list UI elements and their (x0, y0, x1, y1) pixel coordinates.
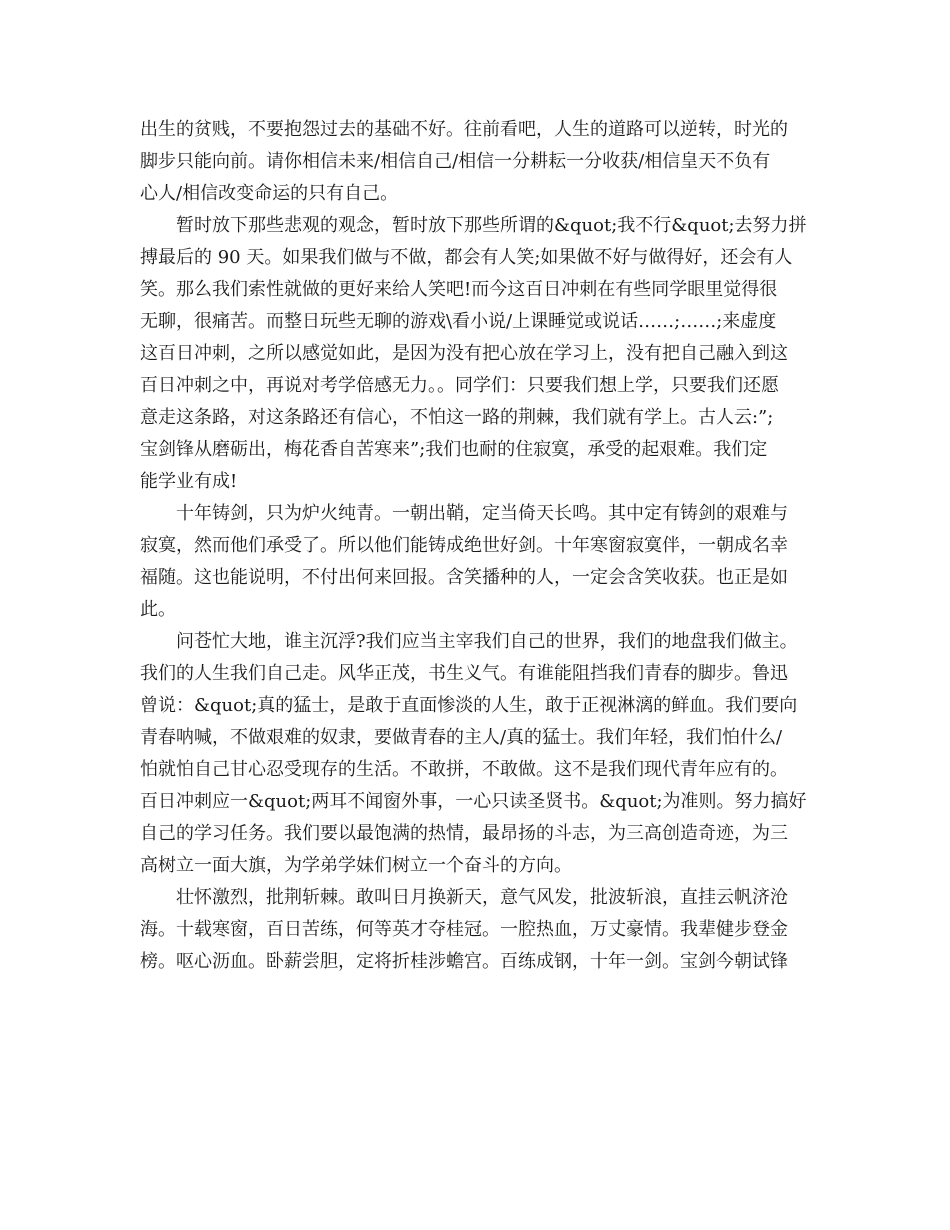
text-line: 宝剑锋从磨砺出，梅花香自苦寒来”;我们也耐的住寂寞，承受的起艰难。我们定 (140, 439, 768, 460)
text-line: 百日冲刺应一&quot;两耳不闻窗外事，一心只读圣贤书。&quot;为准则。努力搞好 (140, 791, 807, 812)
text-line: 此。 (140, 599, 176, 620)
text-line: 出生的贫贱，不要抱怨过去的基础不好。往前看吧，人生的道路可以逆转，时光的 (140, 119, 788, 140)
text-line: 笑。那么我们索性就做的更好来给人笑吧!而今这百日冲刺在有些同学眼里觉得很 (140, 279, 778, 300)
text-line: 能学业有成! (140, 471, 238, 492)
text-line: 意走这条路，对这条路还有信心，不怕这一路的荆棘，我们就有学上。古人云:”; (140, 407, 774, 428)
text-line: 福随。这也能说明，不付出何来回报。含笑播种的人，一定会含笑收获。也正是如 (140, 567, 788, 588)
text-line: 这百日冲刺，之所以感觉如此，是因为没有把心放在学习上，没有把自己融入到这 (140, 343, 788, 364)
text-line: 无聊，很痛苦。而整日玩些无聊的游戏\看小说/上课睡觉或说话……;……;来虚度 (140, 311, 777, 332)
body-text (140, 114, 840, 978)
text-line: 问苍忙大地，谁主沉浮?我们应当主宰我们自己的世界，我们的地盘我们做主。 (140, 631, 798, 652)
text-line: 榜。呕心沥血。卧薪尝胆，定将折桂涉蟾宫。百练成钢，十年一剑。宝剑今朝试锋 (140, 951, 788, 972)
text-line: 寂寞，然而他们承受了。所以他们能铸成绝世好剑。十年寒窗寂寞伴，一朝成名幸 (140, 535, 788, 556)
text-line: 脚步只能向前。请你相信未来/相信自己/相信一分耕耘一分收获/相信皇天不负有 (140, 151, 771, 172)
text-line: 壮怀激烈，批荆斩棘。敢叫日月换新天，意气风发，批波斩浪，直挂云帆济沧 (140, 887, 788, 908)
text-line: 我们的人生我们自己走。风华正茂，书生义气。有谁能阻挡我们青春的脚步。鲁迅 (140, 663, 788, 684)
text-line: 怕就怕自己甘心忍受现存的生活。不敢拼，不敢做。这不是我们现代青年应有的。 (140, 759, 788, 780)
text-line: 十年铸剑，只为炉火纯青。一朝出鞘，定当倚天长鸣。其中定有铸剑的艰难与 (140, 503, 788, 524)
text-line: 暂时放下那些悲观的观念，暂时放下那些所谓的&quot;我不行&quot;去努力拼 (140, 215, 807, 236)
text-line: 心人/相信改变命运的只有自己。 (140, 183, 399, 204)
text-line: 海。十载寒窗，百日苦练，何等英才夺桂冠。一腔热血，万丈豪情。我辈健步登金 (140, 919, 788, 940)
text-line: 搏最后的 90 天。如果我们做与不做，都会有人笑;如果做不好与做得好，还会有人 (140, 247, 793, 268)
text-line: 高树立一面大旗，为学弟学妹们树立一个奋斗的方向。 (140, 855, 572, 876)
text-line: 青春呐喊，不做艰难的奴隶，要做青春的主人/真的猛士。我们年轻，我们怕什么/ (140, 727, 783, 748)
text-line: 曾说：&quot;真的猛士，是敢于直面惨淡的人生，敢于正视淋漓的鲜血。我们要向 (140, 695, 798, 716)
text-line: 自己的学习任务。我们要以最饱满的热情，最昂扬的斗志，为三高创造奇迹，为三 (140, 823, 788, 844)
text-line: 百日冲刺之中，再说对考学倍感无力。。同学们：只要我们想上学，只要我们还愿 (140, 375, 779, 396)
